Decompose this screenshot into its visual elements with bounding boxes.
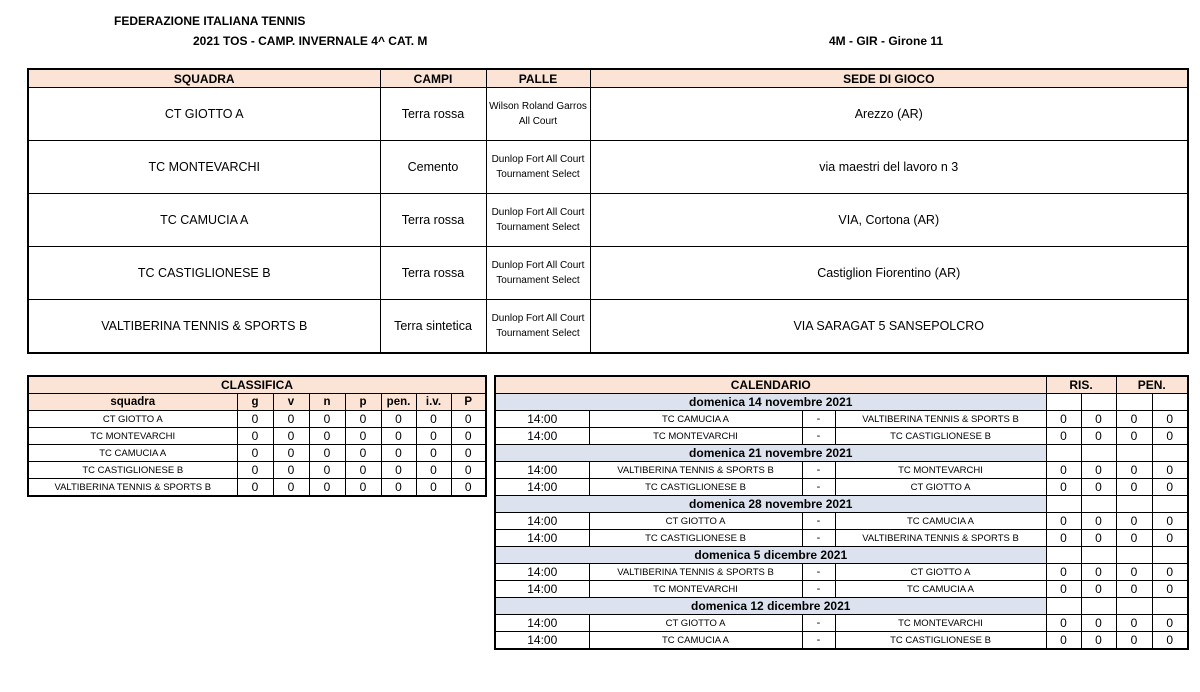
result-home: 0 (1046, 564, 1081, 581)
standings-title: CLASSIFICA (28, 376, 486, 394)
home-team: TC CAMUCIA A (589, 632, 802, 650)
standings-value: 0 (345, 411, 381, 428)
pen-header: PEN. (1116, 376, 1188, 394)
venue: VIA SARAGAT 5 SANSEPOLCRO (590, 300, 1188, 354)
standings-col-2: v (273, 394, 309, 411)
match-row (495, 513, 1188, 530)
empty-cell (1116, 496, 1152, 513)
match-time: 14:00 (495, 615, 589, 632)
standings-value: 0 (451, 428, 486, 445)
match-date: domenica 5 dicembre 2021 (495, 547, 1046, 564)
standings-team: VALTIBERINA TENNIS & SPORTS B (28, 479, 237, 497)
standings-value: 0 (273, 445, 309, 462)
result-away: 0 (1081, 564, 1116, 581)
empty-cell (1152, 394, 1188, 411)
result-away: 0 (1081, 615, 1116, 632)
calendar-title: CALENDARIO (495, 376, 1046, 394)
balls-cell (486, 88, 590, 141)
result-away: 0 (1081, 581, 1116, 598)
team-name: TC CASTIGLIONESE B (28, 247, 380, 300)
standings-value: 0 (309, 411, 345, 428)
match-separator: - (802, 632, 835, 650)
standings-value: 0 (381, 462, 416, 479)
team-row (28, 194, 1188, 247)
balls-line-1: Dunlop Fort All Court (491, 154, 585, 165)
standings-row (28, 428, 486, 445)
balls-line-2: Tournament Select (496, 328, 580, 339)
standings-value: 0 (237, 428, 273, 445)
result-away: 0 (1081, 530, 1116, 547)
team-row (28, 141, 1188, 194)
match-row (495, 581, 1188, 598)
court-type: Terra rossa (380, 247, 486, 300)
empty-cell (1116, 598, 1152, 615)
standings-value: 0 (273, 462, 309, 479)
penalty-away: 0 (1152, 581, 1188, 598)
empty-cell (1046, 598, 1081, 615)
result-away: 0 (1081, 462, 1116, 479)
match-row (495, 428, 1188, 445)
home-team: TC MONTEVARCHI (589, 581, 802, 598)
empty-cell (1046, 496, 1081, 513)
team-name: VALTIBERINA TENNIS & SPORTS B (28, 300, 380, 354)
standings-col-1: g (237, 394, 273, 411)
standings-row (28, 411, 486, 428)
match-time: 14:00 (495, 428, 589, 445)
result-home: 0 (1046, 530, 1081, 547)
standings-value: 0 (451, 479, 486, 497)
balls-line-1: Wilson Roland Garros (489, 101, 587, 112)
calendar-day-row (495, 496, 1188, 513)
empty-cell (1152, 547, 1188, 564)
match-date: domenica 28 novembre 2021 (495, 496, 1046, 513)
home-team: CT GIOTTO A (589, 615, 802, 632)
empty-cell (1081, 598, 1116, 615)
penalty-home: 0 (1116, 428, 1152, 445)
empty-cell (1152, 598, 1188, 615)
standings-value: 0 (345, 428, 381, 445)
match-time: 14:00 (495, 581, 589, 598)
empty-cell (1152, 496, 1188, 513)
match-time: 14:00 (495, 479, 589, 496)
penalty-home: 0 (1116, 411, 1152, 428)
match-separator: - (802, 479, 835, 496)
standings-value: 0 (345, 445, 381, 462)
ris-header: RIS. (1046, 376, 1116, 394)
empty-cell (1081, 445, 1116, 462)
away-team: TC CAMUCIA A (835, 581, 1046, 598)
home-team: TC CAMUCIA A (589, 411, 802, 428)
match-time: 14:00 (495, 530, 589, 547)
standings-value: 0 (381, 479, 416, 497)
penalty-home: 0 (1116, 581, 1152, 598)
penalty-home: 0 (1116, 564, 1152, 581)
balls-line-1: Dunlop Fort All Court (491, 260, 585, 271)
standings-value: 0 (237, 462, 273, 479)
standings-value: 0 (345, 479, 381, 497)
standings-value: 0 (416, 411, 451, 428)
standings-value: 0 (237, 479, 273, 497)
balls-line-1: Dunlop Fort All Court (491, 313, 585, 324)
penalty-home: 0 (1116, 615, 1152, 632)
penalty-away: 0 (1152, 513, 1188, 530)
result-home: 0 (1046, 479, 1081, 496)
court-type: Cemento (380, 141, 486, 194)
standings-value: 0 (451, 462, 486, 479)
penalty-home: 0 (1116, 632, 1152, 650)
away-team: VALTIBERINA TENNIS & SPORTS B (835, 530, 1046, 547)
result-away: 0 (1081, 411, 1116, 428)
standings-col-6: i.v. (416, 394, 451, 411)
penalty-home: 0 (1116, 462, 1152, 479)
standings-value: 0 (381, 445, 416, 462)
home-team: TC CASTIGLIONESE B (589, 530, 802, 547)
penalty-away: 0 (1152, 615, 1188, 632)
penalty-away: 0 (1152, 479, 1188, 496)
balls-line-2: Tournament Select (496, 275, 580, 286)
group-title: 4M - GIR - Girone 11 (829, 34, 944, 48)
standings-value: 0 (309, 479, 345, 497)
match-row (495, 564, 1188, 581)
team-name: TC MONTEVARCHI (28, 141, 380, 194)
penalty-away: 0 (1152, 564, 1188, 581)
result-away: 0 (1081, 513, 1116, 530)
standings-col-4: p (345, 394, 381, 411)
standings-value: 0 (237, 445, 273, 462)
match-date: domenica 12 dicembre 2021 (495, 598, 1046, 615)
match-separator: - (802, 615, 835, 632)
col-campi: CAMPI (380, 69, 486, 88)
balls-line-1: Dunlop Fort All Court (491, 207, 585, 218)
match-separator: - (802, 530, 835, 547)
standings-value: 0 (309, 428, 345, 445)
match-time: 14:00 (495, 462, 589, 479)
standings-value: 0 (381, 428, 416, 445)
venue: via maestri del lavoro n 3 (590, 141, 1188, 194)
standings-value: 0 (309, 462, 345, 479)
away-team: TC CAMUCIA A (835, 513, 1046, 530)
balls-cell (486, 194, 590, 247)
standings-value: 0 (309, 445, 345, 462)
standings-value: 0 (273, 411, 309, 428)
home-team: TC CASTIGLIONESE B (589, 479, 802, 496)
home-team: TC MONTEVARCHI (589, 428, 802, 445)
empty-cell (1081, 496, 1116, 513)
penalty-away: 0 (1152, 411, 1188, 428)
match-time: 14:00 (495, 564, 589, 581)
match-separator: - (802, 462, 835, 479)
standings-team: CT GIOTTO A (28, 411, 237, 428)
away-team: TC CASTIGLIONESE B (835, 428, 1046, 445)
match-row (495, 462, 1188, 479)
standings-value: 0 (273, 428, 309, 445)
team-row (28, 247, 1188, 300)
empty-cell (1046, 445, 1081, 462)
away-team: TC MONTEVARCHI (835, 615, 1046, 632)
away-team: TC MONTEVARCHI (835, 462, 1046, 479)
court-type: Terra rossa (380, 88, 486, 141)
standings-col-5: pen. (381, 394, 416, 411)
venue: Arezzo (AR) (590, 88, 1188, 141)
championship-title: 2021 TOS - CAMP. INVERNALE 4^ CAT. M (193, 34, 428, 48)
standings-value: 0 (345, 462, 381, 479)
result-away: 0 (1081, 479, 1116, 496)
empty-cell (1046, 547, 1081, 564)
team-name: TC CAMUCIA A (28, 194, 380, 247)
standings-value: 0 (237, 411, 273, 428)
team-name: CT GIOTTO A (28, 88, 380, 141)
standings-team: TC CASTIGLIONESE B (28, 462, 237, 479)
match-separator: - (802, 411, 835, 428)
empty-cell (1152, 445, 1188, 462)
standings-team: TC CAMUCIA A (28, 445, 237, 462)
match-row (495, 479, 1188, 496)
balls-line-2: All Court (518, 116, 558, 127)
balls-cell (486, 247, 590, 300)
result-home: 0 (1046, 513, 1081, 530)
standings-col-7: P (451, 394, 486, 411)
penalty-home: 0 (1116, 513, 1152, 530)
result-home: 0 (1046, 581, 1081, 598)
empty-cell (1116, 394, 1152, 411)
empty-cell (1116, 445, 1152, 462)
penalty-home: 0 (1116, 530, 1152, 547)
match-separator: - (802, 581, 835, 598)
court-type: Terra sintetica (380, 300, 486, 354)
empty-cell (1081, 394, 1116, 411)
standings-value: 0 (451, 445, 486, 462)
match-separator: - (802, 513, 835, 530)
standings-row (28, 445, 486, 462)
calendar-day-row (495, 598, 1188, 615)
calendar-day-row (495, 547, 1188, 564)
penalty-away: 0 (1152, 632, 1188, 650)
empty-cell (1046, 394, 1081, 411)
standings-team: TC MONTEVARCHI (28, 428, 237, 445)
match-date: domenica 14 novembre 2021 (495, 394, 1046, 411)
standings-table (27, 375, 487, 497)
result-home: 0 (1046, 462, 1081, 479)
teams-header-row (28, 69, 1188, 88)
standings-row (28, 462, 486, 479)
away-team: CT GIOTTO A (835, 479, 1046, 496)
home-team: CT GIOTTO A (589, 513, 802, 530)
away-team: CT GIOTTO A (835, 564, 1046, 581)
match-time: 14:00 (495, 632, 589, 650)
match-row (495, 411, 1188, 428)
balls-cell (486, 141, 590, 194)
standings-col-3: n (309, 394, 345, 411)
standings-value: 0 (416, 445, 451, 462)
balls-line-2: Tournament Select (496, 169, 580, 180)
penalty-home: 0 (1116, 479, 1152, 496)
result-away: 0 (1081, 428, 1116, 445)
empty-cell (1081, 547, 1116, 564)
penalty-away: 0 (1152, 530, 1188, 547)
match-separator: - (802, 428, 835, 445)
standings-row (28, 479, 486, 497)
match-time: 14:00 (495, 513, 589, 530)
balls-cell (486, 300, 590, 354)
team-row (28, 88, 1188, 141)
result-away: 0 (1081, 632, 1116, 650)
empty-cell (1116, 547, 1152, 564)
match-time: 14:00 (495, 411, 589, 428)
standings-value: 0 (381, 411, 416, 428)
calendar-day-row (495, 445, 1188, 462)
away-team: VALTIBERINA TENNIS & SPORTS B (835, 411, 1046, 428)
venue: Castiglion Fiorentino (AR) (590, 247, 1188, 300)
result-home: 0 (1046, 411, 1081, 428)
court-type: Terra rossa (380, 194, 486, 247)
penalty-away: 0 (1152, 428, 1188, 445)
balls-line-2: Tournament Select (496, 222, 580, 233)
match-date: domenica 21 novembre 2021 (495, 445, 1046, 462)
result-home: 0 (1046, 632, 1081, 650)
standings-col-0: squadra (28, 394, 237, 411)
home-team: VALTIBERINA TENNIS & SPORTS B (589, 564, 802, 581)
federation-title: FEDERAZIONE ITALIANA TENNIS (114, 14, 306, 28)
away-team: TC CASTIGLIONESE B (835, 632, 1046, 650)
standings-value: 0 (416, 428, 451, 445)
standings-value: 0 (416, 462, 451, 479)
teams-table (27, 68, 1189, 354)
standings-value: 0 (416, 479, 451, 497)
match-row (495, 615, 1188, 632)
col-palle: PALLE (486, 69, 590, 88)
match-separator: - (802, 564, 835, 581)
col-sede: SEDE DI GIOCO (590, 69, 1188, 88)
penalty-away: 0 (1152, 462, 1188, 479)
standings-header-row (28, 394, 486, 411)
home-team: VALTIBERINA TENNIS & SPORTS B (589, 462, 802, 479)
match-row (495, 632, 1188, 650)
calendar-day-row (495, 394, 1188, 411)
match-row (495, 530, 1188, 547)
result-home: 0 (1046, 615, 1081, 632)
standings-value: 0 (451, 411, 486, 428)
venue: VIA, Cortona (AR) (590, 194, 1188, 247)
col-squadra: SQUADRA (28, 69, 380, 88)
team-row (28, 300, 1188, 354)
calendar-table (494, 375, 1189, 650)
result-home: 0 (1046, 428, 1081, 445)
standings-value: 0 (273, 479, 309, 497)
